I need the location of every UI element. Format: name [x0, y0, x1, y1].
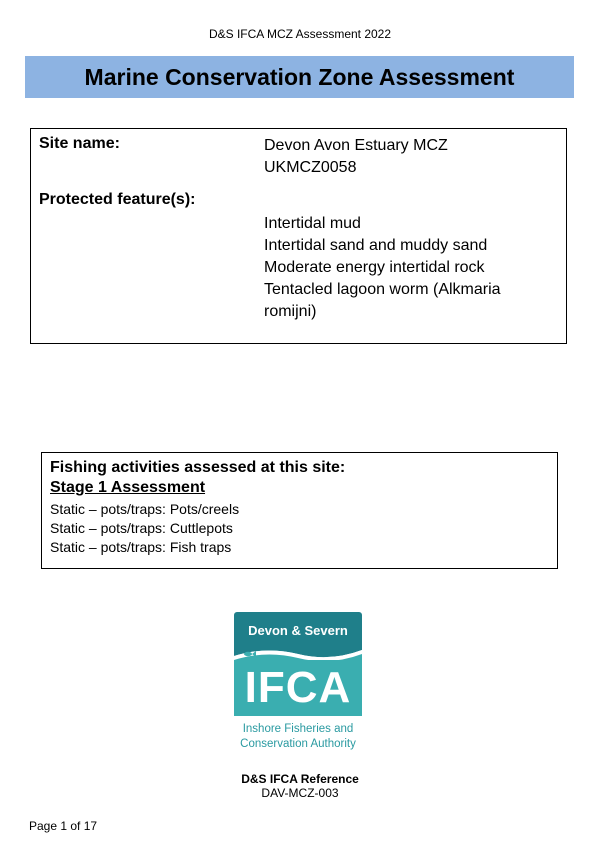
stage-heading: Stage 1 Assessment — [50, 479, 206, 496]
reference-block — [0, 772, 600, 800]
logo-subtitle-line1: Inshore Fisheries and — [242, 723, 354, 735]
site-name-value — [264, 135, 554, 179]
feature-item: Tentacled lagoon worm (Alkmaria romijni) — [264, 281, 501, 320]
logo-subtitle-line2: Conservation Authority — [240, 738, 356, 750]
feature-item: Intertidal mud — [264, 215, 361, 232]
activity-item: Static – pots/traps: Pots/creels — [50, 501, 240, 517]
site-name-label: Site name: — [39, 135, 120, 152]
activities-heading: Fishing activities assessed at this site: — [50, 459, 346, 476]
fishing-activities-box — [41, 452, 558, 569]
activity-item: Static – pots/traps: Fish traps — [50, 539, 232, 555]
protected-features-list — [264, 213, 554, 323]
ifca-logo — [230, 612, 366, 758]
logo-main-text: IFCA — [234, 660, 362, 716]
site-info-box — [30, 128, 567, 344]
site-code: UKMCZ0058 — [264, 159, 357, 176]
reference-value: DAV-MCZ-003 — [261, 786, 339, 800]
site-name: Devon Avon Estuary MCZ — [264, 137, 448, 154]
reference-label: D&S IFCA Reference — [241, 772, 359, 786]
logo-top-text: Devon & Severn — [234, 612, 362, 648]
feature-item: Intertidal sand and muddy sand — [264, 237, 488, 254]
logo-subtitle — [230, 722, 366, 752]
fish-wave-icon — [234, 642, 362, 662]
protected-features-label: Protected feature(s): — [39, 191, 196, 208]
feature-item: Moderate energy intertidal rock — [264, 259, 485, 276]
page-number: Page 1 of 17 — [29, 819, 98, 833]
page-title: Marine Conservation Zone Assessment — [25, 56, 574, 98]
activities-list — [50, 500, 549, 557]
running-header: D&S IFCA MCZ Assessment 2022 — [208, 27, 392, 41]
activity-item: Static – pots/traps: Cuttlepots — [50, 520, 233, 536]
